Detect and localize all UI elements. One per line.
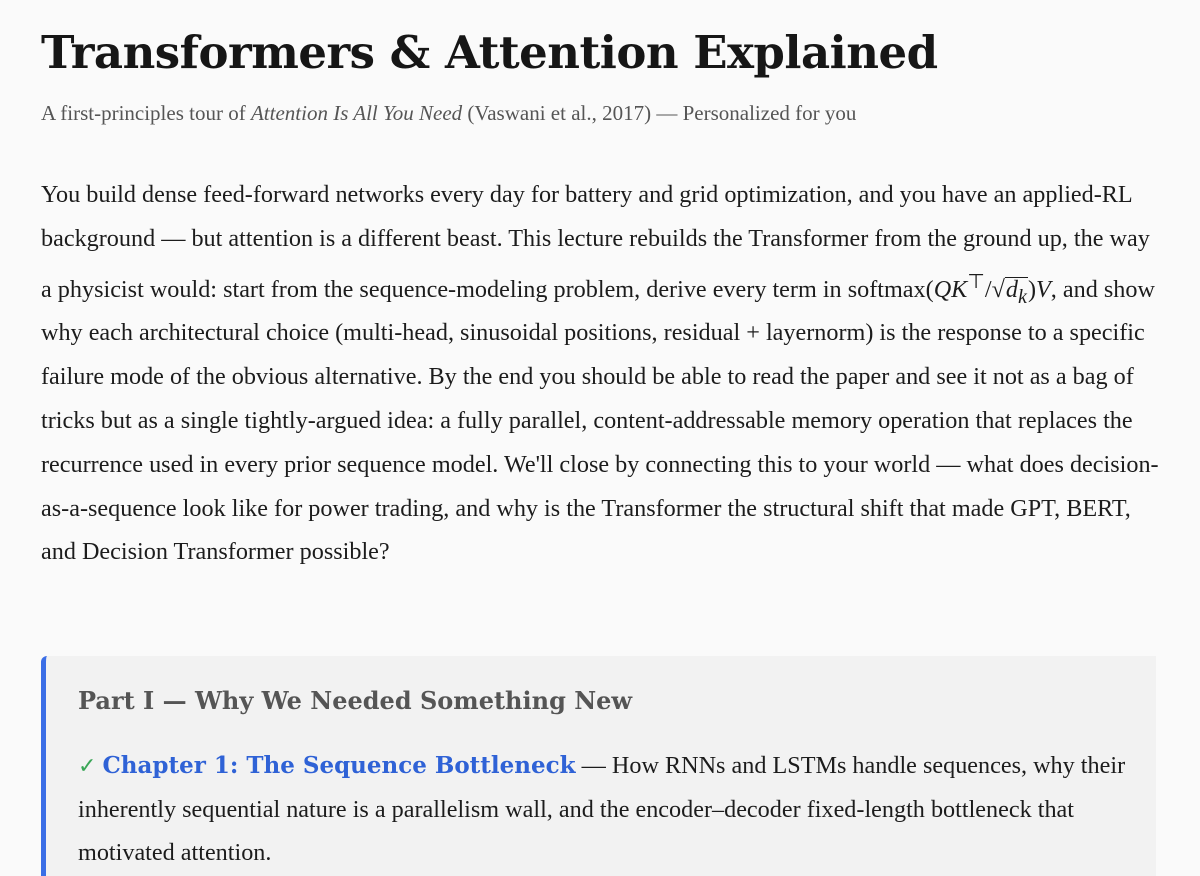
formula-sqrt-sign: √	[991, 275, 1005, 303]
page-subtitle	[41, 99, 1159, 127]
formula-transpose: ⊤	[967, 270, 985, 293]
intro-paragraph	[41, 173, 1159, 574]
formula-qk: QK	[933, 275, 968, 303]
formula-d: d	[1005, 275, 1018, 303]
formula-k: k	[1017, 285, 1027, 308]
lecture-page	[41, 0, 1159, 598]
toc-part-1	[41, 656, 1156, 876]
formula-v: V	[1036, 275, 1051, 303]
formula-softmax: softmax	[847, 275, 926, 303]
formula-sqrt-body	[1005, 277, 1028, 309]
chapter-1-description: — How RNNs and LSTMs handle sequences, why their inherently sequential nature is a parallelism wall, and the encoder–decoder fixed-length bottleneck that motivated attention.	[78, 752, 1126, 866]
intro-text-after-math: , and show why each architectural choice (multi-head, sinusoidal positions, residual + layernorm) is the response to a specific failure mode of the obvious alternative. By the end you should be able to read the paper and see it not as a bag of tricks but as a single tightly-argued idea: a fully parallel, content-addressable memory operation that replaces the recurrence used in every prior sequence model. We'll close by connecting this to your world — what does decision-as-a-sequence look like for power trading, and why is the Transformer the structural shift that made GPT, BERT, and Decision Transformer possible?	[41, 275, 1159, 566]
formula-close-paren: )	[1027, 275, 1036, 303]
formula-slash: /	[984, 275, 992, 303]
subtitle-suffix: (Vaswani et al., 2017) — Personalized for you	[462, 101, 857, 125]
chapter-1-link[interactable]: Chapter 1: The Sequence Bottleneck	[102, 752, 576, 779]
formula-open-paren: (	[925, 275, 934, 303]
subtitle-paper-title: Attention Is All You Need	[250, 101, 463, 125]
page-title: Transformers & Attention Explained	[41, 26, 938, 79]
chapter-entry-1	[78, 744, 1138, 874]
intro-text-before-math: You build dense feed-forward networks every day for battery and grid optimization, and you have an applied-RL background — but attention is a different beast. This lecture rebuilds the Transformer from the ground up, the way a physicist would: start from the sequence-modeling problem, derive every term in	[41, 181, 1150, 303]
attention-formula	[847, 270, 1051, 308]
subtitle-prefix: A first-principles tour of	[41, 101, 251, 125]
part-title: Part I — Why We Needed Something New	[78, 686, 633, 715]
check-icon: ✓	[78, 754, 97, 779]
